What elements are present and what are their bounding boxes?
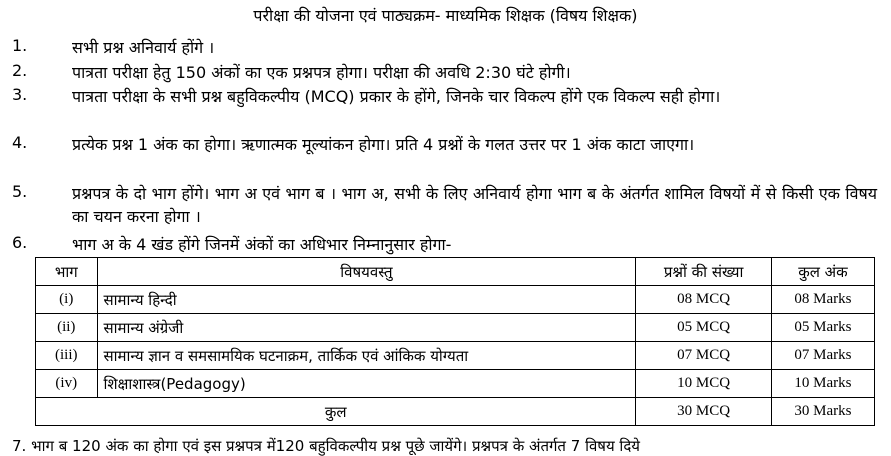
- row-sno: (i): [36, 286, 98, 314]
- row-questions: 10 MCQ: [636, 370, 772, 398]
- item-number: 5.: [12, 182, 28, 201]
- page-title: परीक्षा की योजना एवं पाठ्यक्रम- माध्यमिक शिक्षक (विषय शिक्षक): [253, 6, 638, 25]
- row-subject: सामान्य ज्ञान व समसामयिक घटनाक्रम, तार्किक एवं आंकिक योग्यता: [97, 342, 636, 370]
- marks-table: [35, 257, 875, 426]
- header-marks: कुल अंक: [771, 258, 874, 286]
- table-row: [36, 314, 875, 342]
- table-total-row: [36, 398, 875, 426]
- row-subject: सामान्य हिन्दी: [97, 286, 636, 314]
- row-sno: (iv): [36, 370, 98, 398]
- item-text: प्रश्नपत्र के दो भाग होंगे। भाग अ एवं भाग ब । भाग अ, सभी के लिए अनिवार्य होगा भाग ब के अंतर्गत शामिल विषयों में से किसी एक विषय का चयन करना होगा ।: [72, 184, 877, 226]
- table-row: [36, 342, 875, 370]
- item-number: 1.: [12, 36, 28, 55]
- row-subject: सामान्य अंग्रेजी: [97, 314, 636, 342]
- row-marks: 10 Marks: [771, 370, 874, 398]
- item-text: सभी प्रश्न अनिवार्य होंगे ।: [72, 38, 215, 57]
- item-number: 4.: [12, 133, 28, 152]
- item-number: 2.: [12, 61, 28, 80]
- header-subject: विषयवस्तु: [97, 258, 636, 286]
- total-label: कुल: [36, 398, 636, 426]
- total-marks: 30 Marks: [771, 398, 874, 426]
- item-number: 6.: [12, 233, 28, 252]
- row-sno: (iii): [36, 342, 98, 370]
- row-marks: 08 Marks: [771, 286, 874, 314]
- item-text: प्रत्येक प्रश्न 1 अंक का होगा। ऋणात्मक मूल्यांकन होगा। प्रति 4 प्रश्नों के गलत उत्तर पर 1 अंक काटा जाएगा।: [72, 135, 695, 154]
- total-questions: 30 MCQ: [636, 398, 772, 426]
- header-part: भाग: [36, 258, 98, 286]
- table-row: [36, 286, 875, 314]
- row-marks: 05 Marks: [771, 314, 874, 342]
- item-number: 3.: [12, 85, 28, 104]
- item-text: पात्रता परीक्षा हेतु 150 अंकों का एक प्रश्नपत्र होगा। परीक्षा की अवधि 2:30 घंटे होगी।: [72, 63, 571, 82]
- header-questions: प्रश्नों की संख्या: [636, 258, 772, 286]
- row-sno: (ii): [36, 314, 98, 342]
- table-row: [36, 370, 875, 398]
- table-header-row: [36, 258, 875, 286]
- row-questions: 05 MCQ: [636, 314, 772, 342]
- cutoff-text-line: 7. भाग ब 120 अंक का होगा एवं इस प्रश्नपत्र में120 बहुविकल्पीय प्रश्न पूछे जायेंगे। प्रश्नपत्र के अंतर्गत 7 विषय दिये: [12, 437, 640, 455]
- item-text: पात्रता परीक्षा के सभी प्रश्न बहुविकल्पीय (MCQ) प्रकार के होंगे, जिनके चार विकल्प होंगे एक विकल्प सही होगा।: [72, 87, 721, 106]
- item-text: भाग अ के 4 खंड होंगे जिनमें अंकों का अधिभार निम्नानुसार होगा-: [72, 235, 452, 254]
- row-questions: 07 MCQ: [636, 342, 772, 370]
- row-questions: 08 MCQ: [636, 286, 772, 314]
- row-marks: 07 Marks: [771, 342, 874, 370]
- row-subject: शिक्षाशास्त्र(Pedagogy): [97, 370, 636, 398]
